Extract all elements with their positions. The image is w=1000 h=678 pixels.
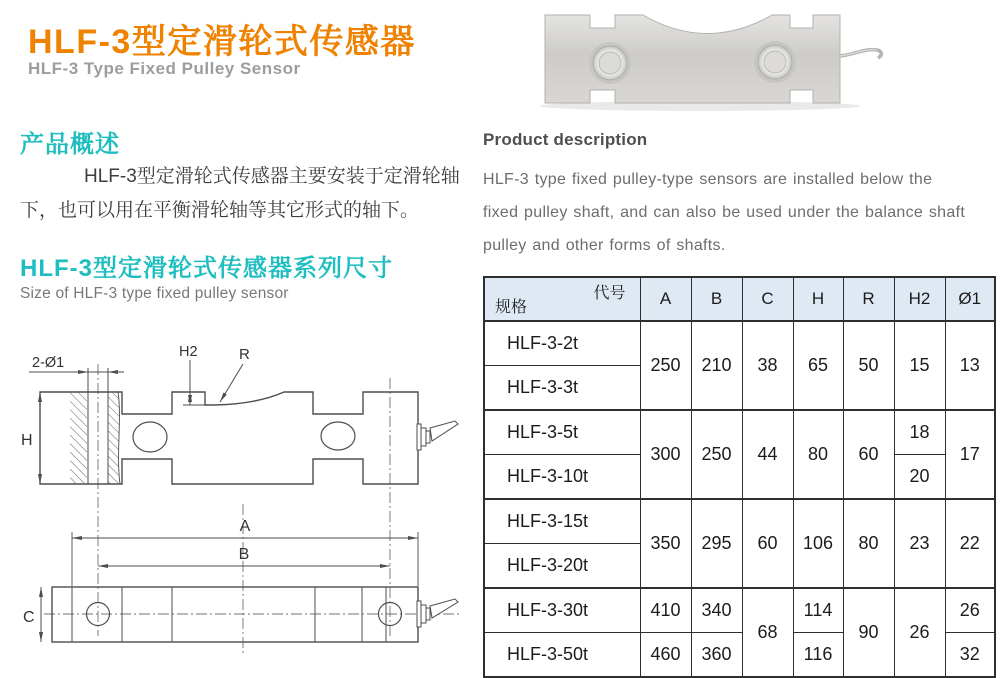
- section-hatch-left: [70, 392, 87, 484]
- value-cell: 32: [945, 633, 995, 678]
- description-heading: Product description: [483, 130, 648, 149]
- value-cell: 210: [691, 321, 742, 410]
- size-heading: HLF-3型定滑轮式传感器系列尺寸: [20, 255, 393, 282]
- value-cell: 116: [793, 633, 843, 678]
- value-cell: 80: [843, 499, 894, 588]
- dim-R-leader: [220, 364, 243, 402]
- plan-view: [52, 587, 458, 642]
- col-header-C: C: [742, 277, 793, 321]
- col-header-A: A: [640, 277, 691, 321]
- side-view-outline: [40, 392, 418, 484]
- size-table: [483, 276, 996, 678]
- description-line1: HLF-3 type fixed pulley-type sensors are installed below the: [483, 171, 933, 188]
- value-cell: 410: [640, 588, 691, 633]
- size-subheading: Size of HLF-3 type fixed pulley sensor: [20, 285, 289, 302]
- section-hatch-right: [108, 392, 120, 484]
- value-cell: 26: [945, 588, 995, 633]
- value-cell: 68: [742, 588, 793, 677]
- model-cell: HLF-3-30t: [484, 588, 640, 633]
- value-cell: 300: [640, 410, 691, 499]
- value-cell: 13: [945, 321, 995, 410]
- overview-line1: HLF-3型定滑轮式传感器主要安装于定滑轮轴: [84, 166, 460, 187]
- value-cell: 350: [640, 499, 691, 588]
- value-cell: 106: [793, 499, 843, 588]
- hole-right-side: [321, 422, 355, 450]
- value-cell: 60: [843, 410, 894, 499]
- value-cell: 90: [843, 588, 894, 677]
- value-cell: 114: [793, 588, 843, 633]
- value-cell: 460: [640, 633, 691, 678]
- col-header-R: R: [843, 277, 894, 321]
- sensor-cable: [840, 50, 881, 58]
- model-cell: HLF-3-3t: [484, 366, 640, 411]
- value-cell: 17: [945, 410, 995, 499]
- label-c: C: [23, 609, 35, 626]
- overview-line2: 下，也可以用在平衡滑轮轴等其它形式的轴下。: [20, 200, 420, 221]
- model-cell: HLF-3-20t: [484, 544, 640, 589]
- sensor-hole-right: [754, 41, 796, 83]
- cable-side: [417, 421, 458, 450]
- value-cell: 60: [742, 499, 793, 588]
- page-subtitle: HLF-3 Type Fixed Pulley Sensor: [28, 59, 301, 78]
- label-h: H: [21, 432, 33, 449]
- value-cell: 80: [793, 410, 843, 499]
- model-cell: HLF-3-10t: [484, 455, 640, 500]
- description-text: [483, 163, 1000, 262]
- value-cell: 26: [894, 588, 945, 677]
- table-row: [484, 588, 995, 633]
- label-holes: 2-Ø1: [32, 355, 65, 371]
- value-cell: 15: [894, 321, 945, 410]
- value-cell: 340: [691, 588, 742, 633]
- col-header-D1: Ø1: [945, 277, 995, 321]
- model-cell: HLF-3-50t: [484, 633, 640, 678]
- value-cell: 50: [843, 321, 894, 410]
- page-title: HLF-3型定滑轮式传感器: [28, 23, 416, 61]
- col-header-H2: H2: [894, 277, 945, 321]
- hole-left-side: [133, 422, 167, 452]
- table-row: [484, 499, 995, 544]
- dimension-drawing: [12, 318, 472, 666]
- product-photo: [540, 8, 888, 114]
- value-cell: 18: [894, 410, 945, 455]
- value-cell: 22: [945, 499, 995, 588]
- label-r: R: [239, 346, 250, 363]
- table-row: [484, 321, 995, 366]
- label-b: B: [238, 546, 250, 563]
- corner-header-bottom: 规格: [495, 299, 528, 316]
- sensor-hole-left: [589, 42, 631, 84]
- model-cell: HLF-3-2t: [484, 321, 640, 366]
- centerlines: [44, 364, 460, 656]
- side-view: [40, 368, 458, 484]
- value-cell: 65: [793, 321, 843, 410]
- dimensions: [29, 360, 418, 642]
- value-cell: 38: [742, 321, 793, 410]
- overview-text: [20, 160, 485, 228]
- description-line2: fixed pulley shaft, and can also be used under the balance shaft: [483, 204, 966, 221]
- cable-plan: [417, 599, 458, 627]
- table-row: [484, 410, 995, 455]
- value-cell: 23: [894, 499, 945, 588]
- value-cell: 44: [742, 410, 793, 499]
- header-row: [484, 277, 995, 321]
- corner-header-top: 代号: [593, 285, 626, 302]
- plan-view-outline: [52, 587, 418, 642]
- label-a: A: [239, 518, 251, 535]
- description-line3: pulley and other forms of shafts.: [483, 237, 726, 254]
- model-cell: HLF-3-5t: [484, 410, 640, 455]
- label-h2: H2: [179, 344, 198, 360]
- value-cell: 250: [640, 321, 691, 410]
- value-cell: 250: [691, 410, 742, 499]
- overview-heading: 产品概述: [20, 131, 120, 158]
- corner-header: [484, 277, 640, 321]
- col-header-B: B: [691, 277, 742, 321]
- col-header-H: H: [793, 277, 843, 321]
- value-cell: 295: [691, 499, 742, 588]
- model-cell: HLF-3-15t: [484, 499, 640, 544]
- value-cell: 360: [691, 633, 742, 678]
- value-cell: 20: [894, 455, 945, 500]
